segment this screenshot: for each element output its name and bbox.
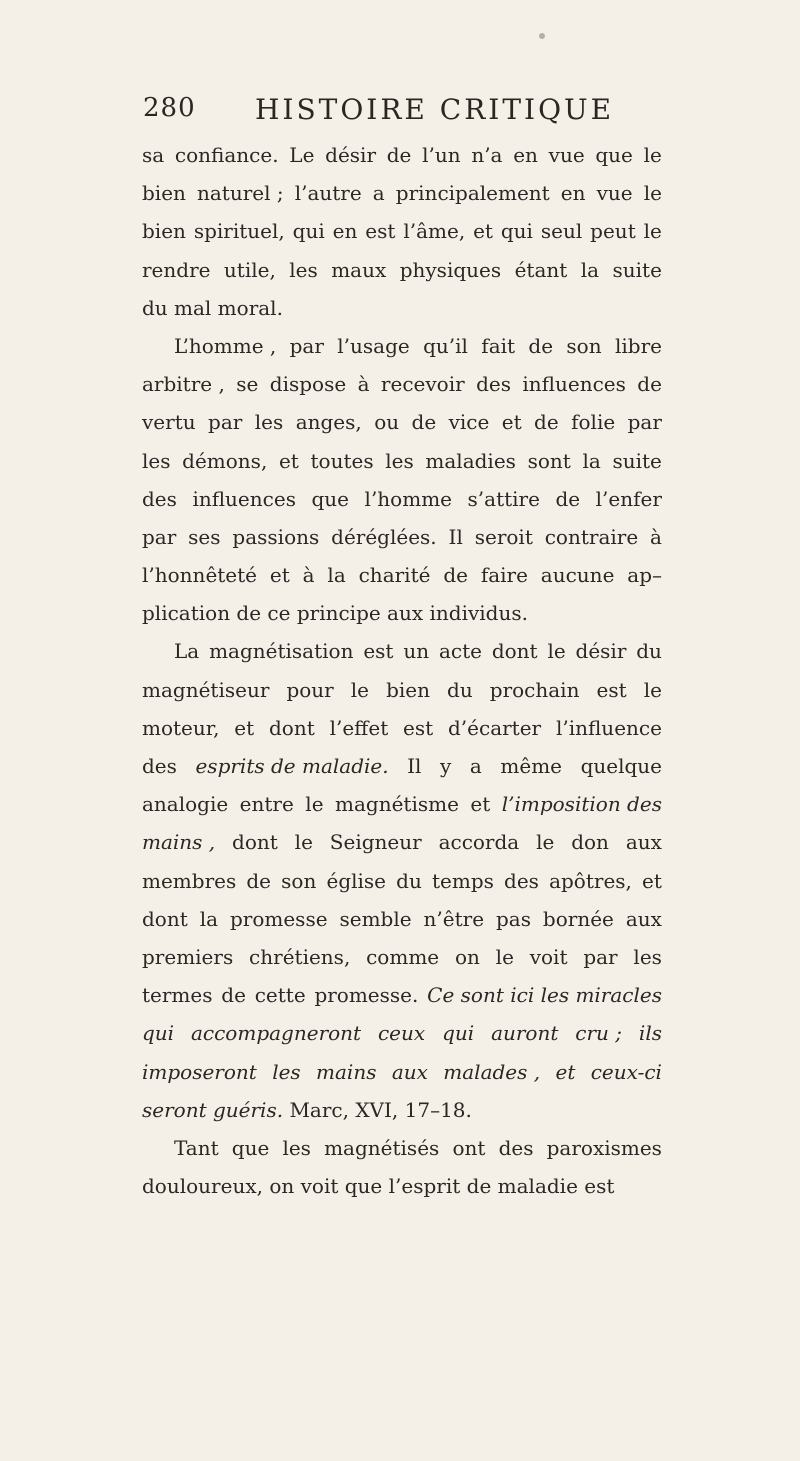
word: mains , (142, 830, 216, 855)
word: rendre (142, 257, 211, 282)
text-line (142, 251, 662, 289)
word: le (350, 677, 370, 702)
word: l’esprit (388, 1174, 461, 1199)
text-line (142, 1053, 662, 1091)
word: cette (254, 983, 306, 1008)
word: des (142, 486, 177, 511)
word: La (174, 639, 200, 664)
text-line (142, 900, 662, 938)
word: des (142, 754, 177, 778)
word: des (498, 1135, 534, 1160)
word: physiques (399, 257, 502, 282)
word: à (650, 524, 662, 549)
word: vue (596, 181, 633, 206)
word: que (231, 1135, 270, 1160)
word: les (633, 944, 662, 969)
word: est (363, 639, 394, 664)
word: de (386, 143, 412, 167)
word: déréglées. (331, 524, 437, 549)
word: est (584, 1174, 615, 1199)
text-line (142, 289, 662, 327)
word: par (627, 410, 662, 435)
word: esprits de maladie. (195, 754, 389, 778)
word: a (469, 754, 482, 778)
word: vertu (142, 410, 196, 435)
word: influences (522, 372, 626, 397)
word: dont (491, 639, 538, 664)
word: qui (292, 219, 325, 244)
word: à (357, 372, 370, 397)
text-line (142, 671, 662, 709)
word: son (281, 868, 317, 893)
word: temps (431, 868, 494, 893)
word: quelque (580, 754, 662, 778)
word: bien (386, 677, 430, 702)
word: aux (625, 906, 662, 931)
word: ap– (627, 563, 662, 588)
word: on (269, 1174, 295, 1199)
word: a (372, 181, 385, 206)
text-line (142, 1014, 662, 1052)
word: le (643, 143, 662, 167)
word: la (199, 906, 219, 931)
word: en (560, 181, 586, 206)
word: ils (638, 1021, 662, 1046)
word: aucune (540, 563, 615, 588)
word: promesse. (314, 983, 419, 1008)
word: à (302, 563, 315, 588)
word: seul (540, 219, 583, 244)
word: Marc, XVI, 17–18. (289, 1097, 472, 1122)
word: moteur, (142, 715, 220, 740)
word: membres (142, 868, 237, 893)
word: des (476, 372, 511, 397)
word: chrétiens, (249, 944, 351, 969)
word: analogie (142, 792, 229, 817)
word: désir (575, 639, 627, 664)
word: maux (331, 257, 387, 282)
word: magnétiseur (142, 677, 270, 702)
word: sa (142, 143, 165, 167)
word: la (327, 563, 346, 588)
word: promesse (229, 906, 328, 931)
word: le (643, 677, 662, 702)
word: utile, (223, 257, 276, 282)
text-line (142, 594, 662, 632)
word: et (234, 715, 255, 740)
text-line (142, 212, 662, 250)
word: libre (614, 333, 662, 358)
running-head: HISTOIRE CRITIQUE (255, 93, 615, 126)
word: que (344, 1174, 383, 1199)
word: auront (491, 1021, 559, 1046)
word: vice (448, 410, 490, 435)
word: et (642, 868, 662, 893)
word: le (547, 639, 566, 664)
text-line (142, 174, 662, 212)
text-line (142, 365, 662, 403)
word: bien (142, 219, 186, 244)
text-line (142, 480, 662, 518)
word: Ce sont ici les miracles (427, 983, 662, 1008)
word: est (365, 219, 396, 244)
word: cru ; (575, 1021, 623, 1046)
word: qui (442, 1021, 475, 1046)
word: suite (612, 257, 662, 282)
text-line (142, 1129, 662, 1167)
word: de (528, 333, 554, 358)
word: comme (366, 944, 440, 969)
word: par (583, 944, 618, 969)
word: le (294, 830, 313, 855)
word: son (566, 333, 602, 358)
word: semble (339, 906, 412, 931)
word: ceux-ci (590, 1059, 662, 1084)
text-line (142, 556, 662, 594)
word: malades , (443, 1059, 541, 1084)
word: don (571, 830, 609, 855)
word: est (403, 715, 434, 740)
word: l’autre (294, 181, 362, 206)
word: et (470, 792, 491, 817)
word: la (582, 448, 601, 473)
word: premiers (142, 944, 234, 969)
text-line (142, 327, 662, 365)
word: de (555, 486, 581, 511)
word: par (289, 333, 324, 358)
word: bornée (542, 906, 614, 931)
text-line (142, 938, 662, 976)
word: seront guéris. (142, 1097, 284, 1122)
word: ceux (377, 1021, 426, 1046)
word: spirituel, (193, 219, 285, 244)
text-line (142, 442, 662, 480)
word: Tant (174, 1135, 219, 1160)
word: maladies (425, 448, 516, 473)
word: contraire (544, 524, 639, 549)
word: des (504, 868, 539, 893)
word: église (326, 868, 387, 893)
word: passions (232, 524, 320, 549)
word: on (454, 944, 480, 969)
word: dispose (269, 372, 347, 397)
word: le (643, 181, 662, 206)
text-line (142, 136, 662, 174)
word: recevoir (380, 372, 465, 397)
word: et (269, 563, 290, 588)
word: accorda (438, 830, 520, 855)
word: du (447, 677, 473, 702)
word: que (595, 143, 633, 167)
word: de (411, 410, 437, 435)
text-line (142, 518, 662, 556)
word: bien (142, 181, 186, 206)
word: mains (316, 1059, 377, 1084)
word: le (305, 792, 324, 817)
word: Il (448, 524, 463, 549)
word: anges, (295, 410, 362, 435)
word: naturel ; (197, 181, 284, 206)
word: sont (527, 448, 571, 473)
text-line (142, 403, 662, 441)
word: de (637, 372, 662, 397)
word: douloureux, (142, 1174, 263, 1199)
word: en (332, 219, 358, 244)
word: la (580, 257, 600, 282)
word: L’homme , (174, 333, 277, 358)
word: les (142, 448, 171, 473)
text-line (142, 1167, 662, 1205)
word: et (501, 410, 522, 435)
page-number: 280 (143, 93, 196, 123)
word: par (208, 410, 243, 435)
word: l’homme (364, 486, 452, 511)
body-text (142, 136, 662, 1205)
word: se (236, 372, 259, 397)
paper-speck (539, 33, 545, 39)
word: influences (192, 486, 296, 511)
word: apôtres, (549, 868, 632, 893)
word: les (289, 257, 318, 282)
word: entre (239, 792, 294, 817)
word: charité (358, 563, 431, 588)
word: qui (500, 219, 533, 244)
text-line (142, 862, 662, 900)
word: l’un (422, 143, 461, 167)
word: désir (325, 143, 376, 167)
word: toutes (310, 448, 374, 473)
word: les (385, 448, 414, 473)
word: dont (142, 906, 188, 931)
word: le (495, 944, 514, 969)
word: fait (481, 333, 516, 358)
word: faire (480, 563, 528, 588)
word: pour (286, 677, 334, 702)
word: de (443, 563, 468, 588)
word: accompagneront (190, 1021, 362, 1046)
word: aux (625, 830, 662, 855)
text-line (142, 823, 662, 861)
word: démons, (182, 448, 268, 473)
word: par (142, 524, 177, 549)
word: le (643, 219, 662, 244)
word: de (246, 868, 272, 893)
word: ses (188, 524, 221, 549)
word: suite (612, 448, 662, 473)
page-header (143, 93, 663, 133)
text-line (142, 632, 662, 670)
word: les (282, 1135, 311, 1160)
word: que (311, 486, 350, 511)
word: et (555, 1059, 576, 1084)
word: magnétisme (335, 792, 459, 817)
word: ou (374, 410, 400, 435)
word: confiance. (174, 143, 279, 167)
word: folie (571, 410, 616, 435)
word: l’honnêteté (142, 563, 258, 588)
word: le (536, 830, 555, 855)
word: paroxismes (546, 1135, 662, 1160)
word: même (500, 754, 562, 778)
word: magnétisation (209, 639, 354, 664)
word: de (534, 410, 559, 435)
word: n’être (423, 906, 485, 931)
word: de (221, 983, 246, 1008)
word: l’imposition des (501, 792, 662, 817)
word: aux (391, 1059, 428, 1084)
word: s’attire (467, 486, 540, 511)
word: un (403, 639, 430, 664)
word: dont (232, 830, 278, 855)
word: de (466, 1174, 492, 1199)
word: vue (548, 143, 585, 167)
word: pas (495, 906, 531, 931)
word: l’influence (555, 715, 662, 740)
word: qu’il (423, 333, 468, 358)
word: voit (529, 944, 568, 969)
text-line (142, 709, 662, 747)
word: arbitre , (142, 372, 225, 397)
word: plication de ce principe aux individus. (142, 601, 528, 626)
word: du (636, 639, 662, 664)
word: imposeront (142, 1059, 257, 1084)
word: principalement (395, 181, 550, 206)
word: du mal moral. (142, 295, 283, 320)
word: peut (590, 219, 636, 244)
word: acte (438, 639, 482, 664)
text-line (142, 1091, 662, 1129)
word: Il (407, 754, 422, 778)
word: l’âme, (403, 219, 466, 244)
word: seroit (474, 524, 533, 549)
word: n’a (471, 143, 503, 167)
word: ont (452, 1135, 486, 1160)
word: prochain (489, 677, 580, 702)
word: Seigneur (329, 830, 422, 855)
word: Le (289, 143, 315, 167)
word: les (272, 1059, 301, 1084)
word: l’enfer (595, 486, 662, 511)
word: l’effet (329, 715, 389, 740)
word: y (440, 754, 452, 778)
word: magnétisés (324, 1135, 440, 1160)
word: et (278, 448, 299, 473)
word: maladie (497, 1174, 578, 1199)
word: dont (268, 715, 315, 740)
word: l’usage (337, 333, 410, 358)
word: d’écarter (448, 715, 542, 740)
word: et (473, 219, 493, 244)
word: voit (300, 1174, 339, 1199)
word: étant (514, 257, 568, 282)
text-line (142, 976, 662, 1014)
word: est (596, 677, 627, 702)
text-line (142, 747, 662, 785)
word: termes (142, 983, 213, 1008)
word: en (513, 143, 538, 167)
word: qui (142, 1021, 175, 1046)
word: les (254, 410, 284, 435)
text-line (142, 785, 662, 823)
word: du (396, 868, 422, 893)
